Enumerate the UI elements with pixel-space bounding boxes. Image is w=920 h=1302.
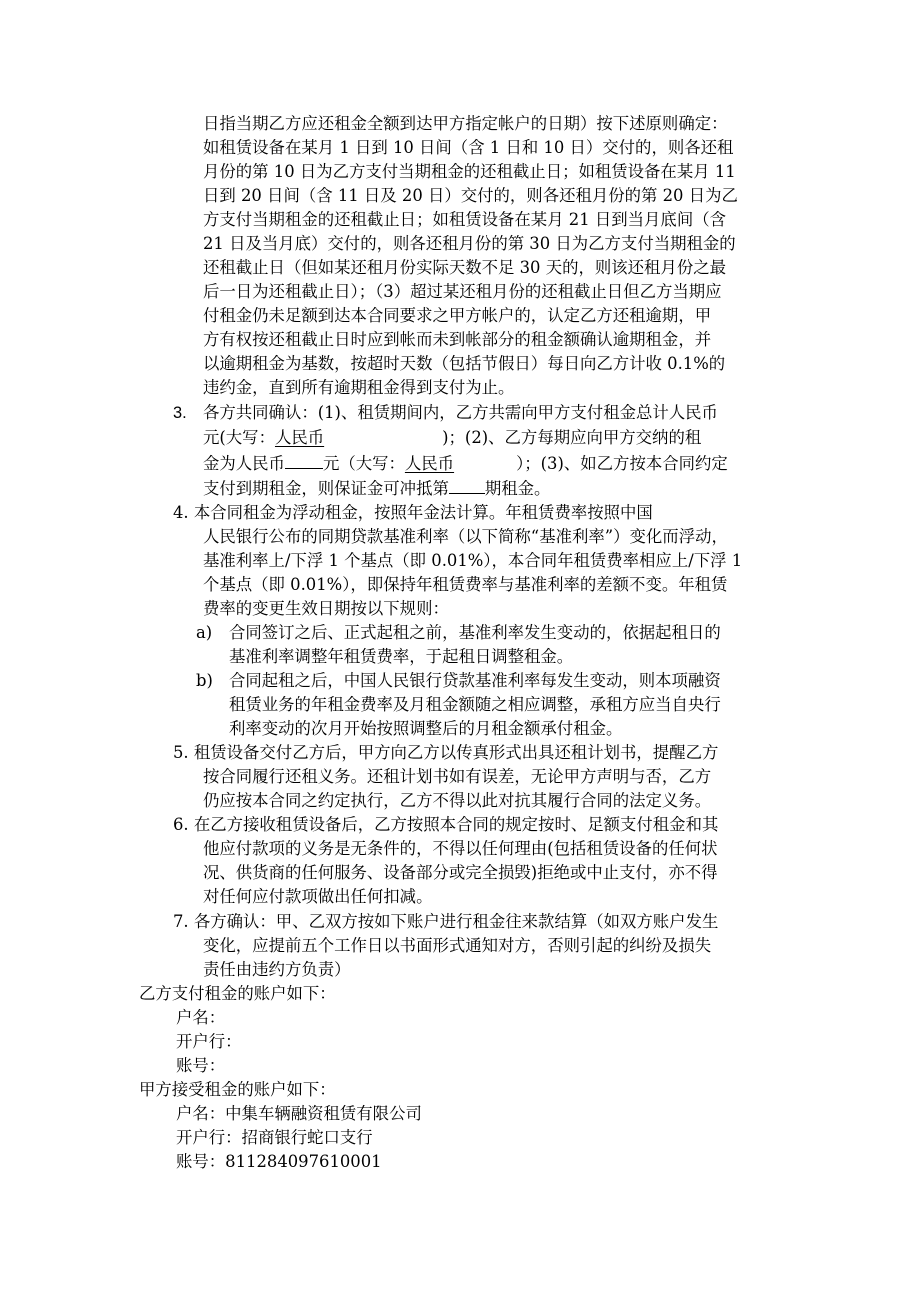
period-rent-amount-blank (285, 451, 323, 469)
clause3-line1: 各方共同确认：(1)、租赁期间内，乙方共需向甲方支付租金总计人民币 (203, 403, 718, 422)
clause5-line: 按合同履行还租义务。还租计划书如有误差，无论甲方声明与否，乙方 (203, 767, 712, 786)
party-a-account-number: 账号：811284097610001 (176, 1152, 382, 1171)
party-b-account-number: 账号： (176, 1056, 226, 1075)
clause5-line: 仍应按本合同之约定执行，乙方不得以此对抗其履行合同的法定义务。 (203, 791, 712, 810)
clause2-line: 还租截止日（但如某还租月份实际天数不足 30 天的，则该还租月份之最 (203, 258, 726, 277)
clause3-number (173, 401, 187, 425)
clause4-item-a-line: 基准利率调整年租赁费率，于起租日调整租金。 (229, 647, 574, 666)
clause3-l3-suffix: ）；(3)、如乙方按本合同约定 (516, 454, 728, 473)
party-b-account-heading: 乙方支付租金的账户如下： (139, 984, 336, 1003)
clause2-line: 后一日为还租截止日）；（3）超过某还租月份的还租截止日但乙方当期应 (203, 282, 722, 301)
party-b-account-name: 户名： (176, 1008, 226, 1027)
clause3-l3-prefix: 金为人民币 (203, 454, 285, 473)
clause2-line: 日到 20 日间（含 11 日及 20 日）交付的，则各还租月份的第 20 日为乙 (203, 186, 738, 205)
clause7-line: 变化，应提前五个工作日以书面形式通知对方，否则引起的纠纷及损失 (203, 936, 712, 955)
clause2-line: 21 日及当月底）交付的，则各还租月份的第 30 日为乙方支付当期租金的 (203, 234, 736, 253)
clause3-number-text: 3. (173, 404, 187, 422)
party-b-account-bank: 开户行： (176, 1032, 242, 1051)
clause4-item-b-line: 利率变动的次月开始按照调整后的月租金额承付租金。 (229, 719, 623, 738)
clause4-line: 4. 本合同租金为浮动租金，按照年金法计算。年租赁费率按照中国 (173, 503, 653, 522)
clause3-l4-prefix: 支付到期租金，则保证金可冲抵第 (203, 479, 449, 498)
clause5-line: 5. 租赁设备交付乙方后，甲方向乙方以传真形式出具还租计划书，提醒乙方 (173, 743, 719, 762)
clause2-line: 如租赁设备在某月 1 日到 10 日间（含 1 日和 10 日）交付的，则各还租 (203, 138, 734, 157)
clause3-l2-prefix: 元(大写： (203, 428, 275, 447)
clause4-item-a-line: 合同签订之后、正式起租之前，基准利率发生变动的，依据起租日的 (229, 623, 721, 642)
clause4-item-b-line: 租赁业务的年租金费率及月租金额随之相应调整，承租方应当自央行 (229, 695, 721, 714)
clause4-line: 个基点（即 0.01%），即保持年租赁费率与基准利率的差额不变。年租赁 (203, 575, 728, 594)
clause2-line: 违约金，直到所有逾期租金得到支付为止。 (203, 378, 515, 397)
clause6-line: 对任何应付款项做出任何扣减。 (203, 887, 433, 906)
deposit-period-blank (449, 476, 485, 494)
clause7-line: 责任由违约方负责） (203, 960, 351, 979)
clause4-item-b-marker: b) (196, 671, 213, 690)
clause3-line4 (203, 476, 550, 501)
clause3-line2 (203, 426, 701, 450)
clause2-line: 付租金仍未足额到达本合同要求之甲方帐户的，认定乙方还租逾期，甲 (203, 306, 712, 325)
period-rent-uppercase-text: 人民币 (404, 454, 455, 473)
clause6-line: 6. 在乙方接收租赁设备后，乙方按照本合同的规定按时、足额支付租金和其 (173, 815, 719, 834)
clause2-line: 日指当期乙方应还租金全额到达甲方指定帐户的日期）按下述原则确定： (203, 114, 728, 133)
clause3-l4-suffix: 期租金。 (484, 479, 551, 498)
clause2-line: 以逾期租金为基数，按超时天数（包括节假日）每日向乙方计收 0.1%的 (203, 354, 726, 373)
clause4-line: 费率的变更生效日期按以下规则： (203, 599, 449, 618)
clause3-l2-suffix: )；(2)、乙方每期应向甲方交纳的租 (442, 428, 702, 447)
party-a-account-name: 户名：中集车辆融资租赁有限公司 (176, 1104, 422, 1123)
clause4-line: 人民银行公布的同期贷款基准利率（以下简称“基准利率”）变化而浮动， (203, 527, 728, 546)
clause2-line: 月份的第 10 日为乙方支付当期租金的还租截止日；如租赁设备在某月 11 (203, 162, 736, 181)
party-a-account-bank: 开户行：招商银行蛇口支行 (176, 1128, 373, 1147)
clause4-item-b-line: 合同起租之后，中国人民银行贷款基准利率每发生变动，则本项融资 (229, 671, 721, 690)
clause4-item-a-marker: a) (196, 623, 213, 642)
period-rent-uppercase-field (405, 454, 516, 473)
total-rent-uppercase-field (275, 428, 442, 447)
clause2-line: 方支付当期租金的还租截止日；如租赁设备在某月 21 日到当月底间（含 (203, 210, 726, 229)
clause3-l3-mid: 元（大写： (322, 454, 405, 473)
party-a-account-heading: 甲方接受租金的账户如下： (139, 1080, 336, 1099)
clause6-line: 他应付款项的义务是无条件的，不得以任何理由(包括租赁设备的任何状 (203, 839, 718, 858)
clause2-line: 方有权按还租截止日时应到帐而未到帐部分的租金额确认逾期租金，并 (203, 330, 712, 349)
clause6-line: 况、供货商的任何服务、设备部分或完全损毁)拒绝或中止支付，亦不得 (203, 863, 718, 882)
total-rent-uppercase-text: 人民币 (274, 428, 325, 447)
clause3-line3 (203, 451, 728, 476)
clause7-line: 7. 各方确认：甲、乙双方按如下账户进行租金往来款结算（如双方账户发生 (173, 912, 719, 931)
clause4-line: 基准利率上/下浮 1 个基点（即 0.01%），本合同年租赁费率相应上/下浮 1 (203, 551, 743, 570)
